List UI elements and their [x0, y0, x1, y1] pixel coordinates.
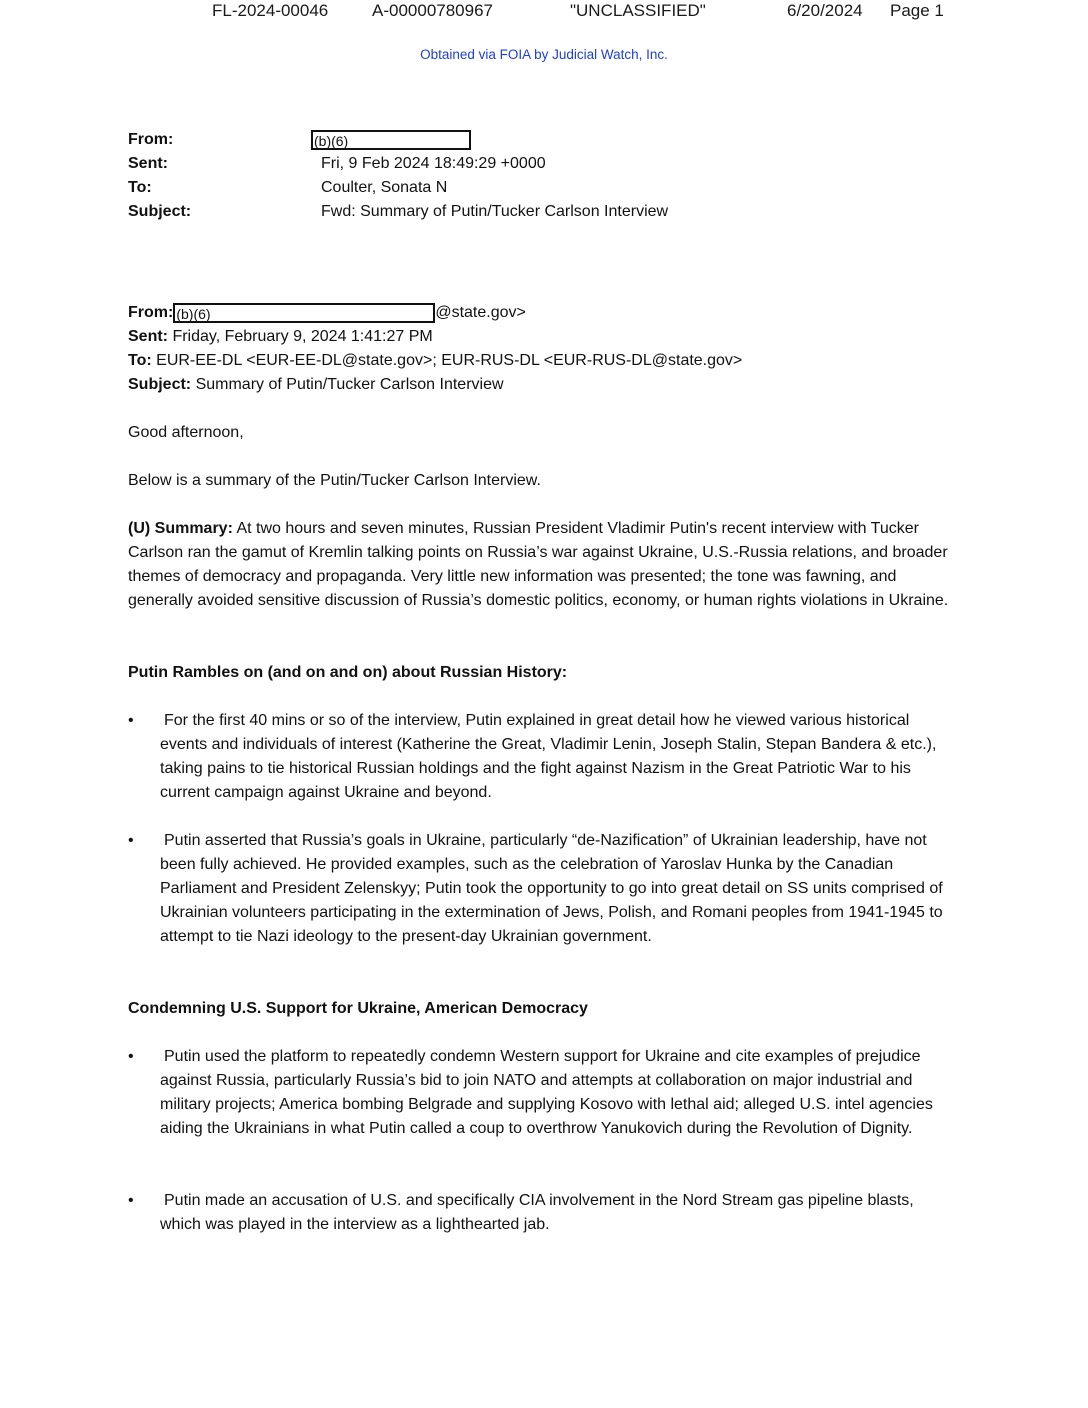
- fwd-from-label: From:: [128, 304, 174, 321]
- bullet-item: [128, 1045, 958, 1141]
- summary-text: At two hours and seven minutes, Russian President Vladimir Putin's recent interview with Tucker Carlson ran the gamut of Kremlin talking points on Russia’s war against Ukraine, U.S.-Russia relations, and broader themes of democracy and propaganda. Very little new information was presented; the tone was fawning, and generally avoided sensitive discussion of Russia’s domestic politics, economy, or human rights violations in Ukraine.: [128, 520, 949, 609]
- outer-sent-value: Fri, 9 Feb 2024 18:49:29 +0000: [321, 155, 546, 172]
- case-number: FL-2024-00046: [212, 1, 329, 20]
- page-number: Page 1: [890, 1, 944, 20]
- fwd-subject-value: Summary of Putin/Tucker Carlson Interview: [195, 376, 504, 393]
- bullet-text: For the first 40 mins or so of the interview, Putin explained in great detail how he viewed various historical events and individuals of interest (Katherine the Great, Vladimir Lenin, Joseph Stalin, Stepan Bandera & etc.), taking pains to tie historical Russian holdings and the fight against Nazism in the Great Patriotic War to his current campaign against Ukraine and beyond.: [160, 712, 937, 801]
- fwd-sent-label: Sent:: [128, 328, 168, 345]
- outer-from-value-wrap: [311, 128, 471, 152]
- intro-line: Below is a summary of the Putin/Tucker Carlson Interview.: [128, 472, 541, 489]
- redaction-box: (b)(6): [173, 303, 435, 323]
- fwd-sent-row: [128, 325, 958, 349]
- bullet-item: [128, 1189, 958, 1237]
- bullet-text: Putin made an accusation of U.S. and specifically CIA involvement in the Nord Stream gas pipeline blasts, which was played in the interview as a lighthearted jab.: [160, 1192, 914, 1233]
- fwd-to-row: [128, 349, 958, 373]
- bullet-text: Putin used the platform to repeatedly condemn Western support for Ukraine and cite examples of prejudice against Russia, particularly Russia’s bid to join NATO and attempts at collaboration on major industrial and military projects; America bombing Belgrade and supplying Kosovo with lethal aid; alleged U.S. intel agencies aiding the Ukrainians in what Putin called a coup to overthrow Yanukovich during the Revolution of Dignity.: [160, 1048, 933, 1137]
- fwd-subject-row: [128, 373, 958, 397]
- section-heading-us-support: Condemning U.S. Support for Ukraine, American Democracy: [128, 1000, 588, 1017]
- redaction-box: (b)(6): [311, 130, 471, 150]
- bullet-text: Putin asserted that Russia’s goals in Ukraine, particularly “de-Nazification” of Ukrainian leadership, have not been fully achieved. He provided examples, such as the celebration of Yaroslav Hunka by the Canadian Parliament and President Zelenskyy; Putin took the opportunity to go into great detail on SS units comprised of Ukrainian volunteers participating in the extermination of Jews, Polish, and Romani peoples from 1941-1945 to attempt to tie Nazi ideology to the present-day Ukrainian government.: [160, 832, 943, 945]
- fwd-subject-label: Subject:: [128, 376, 192, 393]
- bullet-icon: •: [128, 1048, 134, 1065]
- forwarded-email-header: [128, 301, 958, 397]
- outer-subject-label: Subject:: [128, 203, 192, 220]
- fwd-from-suffix: @state.gov>: [435, 304, 526, 321]
- release-date: 6/20/2024: [787, 1, 863, 20]
- greeting: Good afternoon,: [128, 424, 244, 441]
- section-heading-history: Putin Rambles on (and on and on) about Russian History:: [128, 664, 568, 681]
- fwd-to-value: EUR-EE-DL <EUR-EE-DL@state.gov>; EUR-RUS-DL <EUR-RUS-DL@state.gov>: [156, 352, 743, 369]
- summary-paragraph: [128, 517, 958, 613]
- bullet-icon: •: [128, 832, 134, 849]
- outer-sent-label: Sent:: [128, 155, 168, 172]
- bullet-item: [128, 829, 958, 949]
- classification-marking: "UNCLASSIFIED": [570, 1, 706, 20]
- bullet-icon: •: [128, 712, 134, 729]
- outer-subject-value: Fwd: Summary of Putin/Tucker Carlson Interview: [321, 203, 669, 220]
- fwd-from-row: [128, 301, 958, 325]
- outer-to-label: To:: [128, 179, 152, 196]
- summary-label: (U) Summary:: [128, 520, 233, 537]
- foia-notice: Obtained via FOIA by Judicial Watch, Inc.: [420, 47, 668, 62]
- bullet-icon: •: [128, 1192, 134, 1209]
- page-header: [0, 0, 1088, 26]
- fwd-to-label: To:: [128, 352, 152, 369]
- document-id: A-00000780967: [372, 1, 494, 20]
- outer-from-label: From:: [128, 131, 174, 148]
- bullet-item: [128, 709, 958, 805]
- fwd-sent-value: Friday, February 9, 2024 1:41:27 PM: [172, 328, 433, 345]
- outer-to-value: Coulter, Sonata N: [321, 179, 448, 196]
